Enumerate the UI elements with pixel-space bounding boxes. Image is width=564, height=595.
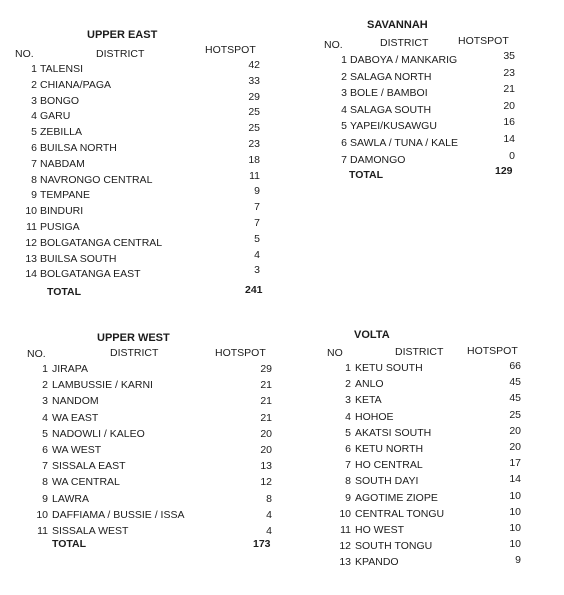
upper-west-row-no: 1 bbox=[42, 363, 48, 375]
savannah-total-value: 129 bbox=[495, 165, 513, 177]
upper-west-row-district: WA WEST bbox=[52, 444, 102, 456]
upper-east-row-no: 4 bbox=[31, 110, 37, 123]
upper-west-row-hotspot: 21 bbox=[260, 379, 272, 392]
upper-east-row-no: 9 bbox=[31, 189, 37, 202]
upper-east-col-no: NO. bbox=[15, 48, 34, 60]
savannah-row-district: DABOYA / MANKARIG bbox=[350, 54, 458, 66]
volta-row-district: HO WEST bbox=[355, 524, 404, 536]
upper-east-row-district: TALENSI bbox=[40, 63, 83, 75]
upper-east-row-hotspot: 29 bbox=[248, 90, 260, 103]
upper-west-row-no: 3 bbox=[42, 395, 48, 408]
volta-col-no: NO bbox=[327, 347, 343, 359]
volta-row-no: 1 bbox=[345, 362, 351, 374]
volta-row-district: KETU NORTH bbox=[355, 443, 424, 455]
volta-row-no: 10 bbox=[339, 507, 351, 520]
savannah-row-district: SAWLA / TUNA / KALE bbox=[350, 137, 458, 149]
upper-west-row-hotspot: 4 bbox=[266, 525, 272, 537]
volta-row-hotspot: 20 bbox=[509, 441, 521, 453]
upper-west-row-district: WA CENTRAL bbox=[52, 476, 120, 489]
upper-east-row-hotspot: 7 bbox=[254, 201, 260, 214]
volta-row-district: AKATSI SOUTH bbox=[355, 426, 432, 439]
savannah-col-district: DISTRICT bbox=[380, 37, 429, 49]
upper-west-row-district: LAWRA bbox=[52, 492, 89, 505]
upper-east-col-hotspot: HOTSPOT bbox=[205, 44, 256, 56]
volta-row-district: HO CENTRAL bbox=[355, 459, 423, 472]
upper-west-row-no: 10 bbox=[36, 508, 48, 521]
upper-east-row-hotspot: 11 bbox=[249, 169, 260, 182]
upper-west-row-no: 9 bbox=[42, 492, 48, 505]
savannah-row-no: 6 bbox=[341, 137, 347, 149]
upper-east-row-no: 14 bbox=[25, 268, 37, 281]
upper-west-row-district: JIRAPA bbox=[52, 363, 88, 375]
volta-col-district: DISTRICT bbox=[395, 346, 444, 358]
volta-col-hotspot: HOTSPOT bbox=[467, 345, 518, 357]
upper-east-row-district: BINDURI bbox=[40, 205, 84, 218]
upper-east-row-hotspot: 4 bbox=[254, 248, 260, 261]
savannah-row-hotspot: 14 bbox=[503, 133, 515, 145]
volta-row-hotspot: 10 bbox=[509, 522, 521, 534]
upper-east-row-no: 11 bbox=[26, 221, 37, 233]
savannah-row-no: 2 bbox=[341, 70, 347, 83]
upper-west-row-hotspot: 20 bbox=[260, 427, 272, 440]
savannah-row-district: DAMONGO bbox=[350, 153, 406, 166]
savannah-row-no: 1 bbox=[341, 54, 347, 66]
savannah-col-no: NO. bbox=[324, 39, 343, 51]
upper-west-row-no: 8 bbox=[42, 476, 48, 489]
volta-row-district: KETA bbox=[355, 394, 382, 407]
volta-row-district: KPANDO bbox=[355, 556, 399, 569]
upper-east-row-hotspot: 33 bbox=[248, 74, 260, 87]
upper-west-row-district: SISSALA EAST bbox=[52, 460, 126, 473]
upper-east-row-no: 7 bbox=[31, 157, 37, 170]
volta-row-hotspot: 20 bbox=[509, 424, 521, 437]
volta-row-no: 13 bbox=[339, 556, 351, 569]
volta-row-hotspot: 66 bbox=[509, 360, 521, 372]
upper-west-row-hotspot: 4 bbox=[266, 508, 272, 521]
upper-west-row-no: 5 bbox=[42, 427, 48, 440]
upper-east-row-district: TEMPANE bbox=[40, 189, 90, 202]
upper-east-row-district: BOLGATANGA EAST bbox=[40, 268, 141, 281]
upper-west-row-hotspot: 29 bbox=[260, 363, 272, 375]
savannah-row-no: 4 bbox=[341, 103, 347, 116]
upper-east-row-hotspot: 23 bbox=[248, 138, 260, 150]
savannah-row-hotspot: 20 bbox=[503, 99, 515, 112]
volta-row-no: 4 bbox=[345, 410, 351, 423]
upper-east-total-label: TOTAL bbox=[47, 286, 82, 298]
upper-east-row-hotspot: 3 bbox=[254, 264, 260, 277]
upper-west-title: UPPER WEST bbox=[97, 332, 170, 344]
upper-east-row-no: 1 bbox=[31, 63, 37, 75]
volta-row-no: 9 bbox=[345, 491, 351, 504]
upper-west-total-label: TOTAL bbox=[52, 538, 87, 550]
upper-east-row-no: 8 bbox=[31, 173, 37, 186]
upper-west-row-hotspot: 21 bbox=[260, 395, 272, 408]
volta-row-no: 7 bbox=[345, 459, 351, 472]
upper-east-row-hotspot: 42 bbox=[248, 59, 260, 71]
upper-east-row-district: ZEBILLA bbox=[40, 126, 83, 139]
volta-row-hotspot: 14 bbox=[509, 473, 521, 486]
savannah-row-district: SALAGA SOUTH bbox=[350, 103, 432, 116]
upper-east-row-hotspot: 18 bbox=[248, 153, 260, 166]
volta-row-hotspot: 10 bbox=[509, 505, 521, 518]
upper-east-row-district: PUSIGA bbox=[40, 221, 80, 233]
volta-row-hotspot: 45 bbox=[509, 376, 521, 389]
volta-row-district: SOUTH TONGU bbox=[355, 540, 433, 553]
upper-east-row-no: 2 bbox=[31, 78, 37, 91]
volta-row-no: 8 bbox=[345, 475, 351, 488]
savannah-row-no: 3 bbox=[341, 87, 347, 100]
upper-west-row-district: WA EAST bbox=[52, 411, 99, 424]
savannah-row-district: YAPEI/KUSAWGU bbox=[350, 120, 437, 133]
upper-east-row-hotspot: 9 bbox=[254, 185, 260, 198]
upper-east-row-district: BUILSA NORTH bbox=[40, 142, 117, 154]
upper-east-row-hotspot: 7 bbox=[254, 217, 260, 229]
upper-west-row-no: 4 bbox=[42, 411, 48, 424]
volta-row-district: ANLO bbox=[355, 378, 384, 391]
upper-west-row-no: 11 bbox=[37, 525, 48, 537]
upper-east-row-no: 6 bbox=[31, 142, 37, 154]
volta-row-no: 11 bbox=[340, 524, 351, 536]
volta-row-hotspot: 25 bbox=[509, 408, 521, 421]
volta-row-hotspot: 45 bbox=[509, 392, 521, 405]
savannah-row-hotspot: 21 bbox=[503, 83, 515, 96]
savannah-row-hotspot: 23 bbox=[503, 66, 515, 79]
upper-east-row-district: CHIANA/PAGA bbox=[40, 78, 111, 91]
upper-east-total-value: 241 bbox=[245, 284, 263, 296]
savannah-title: SAVANNAH bbox=[367, 19, 428, 31]
upper-east-title: UPPER EAST bbox=[87, 29, 158, 41]
volta-row-hotspot: 17 bbox=[509, 457, 521, 470]
upper-east-row-hotspot: 25 bbox=[248, 122, 260, 135]
savannah-row-no: 7 bbox=[341, 153, 347, 166]
volta-title: VOLTA bbox=[354, 329, 390, 341]
upper-east-row-district: BUILSA SOUTH bbox=[40, 252, 117, 265]
upper-east-row-no: 12 bbox=[25, 236, 37, 249]
upper-east-col-district: DISTRICT bbox=[96, 48, 145, 60]
upper-west-row-no: 7 bbox=[42, 460, 48, 473]
upper-west-col-district: DISTRICT bbox=[110, 347, 159, 359]
upper-east-row-district: BONGO bbox=[40, 94, 80, 107]
savannah-row-hotspot: 35 bbox=[503, 50, 515, 62]
upper-west-row-hotspot: 13 bbox=[260, 460, 272, 473]
upper-east-row-district: NAVRONGO CENTRAL bbox=[40, 173, 153, 186]
volta-row-hotspot: 10 bbox=[509, 538, 521, 551]
volta-row-hotspot: 9 bbox=[515, 554, 521, 567]
volta-row-no: 2 bbox=[345, 378, 351, 391]
upper-west-row-no: 2 bbox=[42, 379, 48, 392]
upper-east-row-no: 13 bbox=[25, 252, 37, 265]
upper-west-col-no: NO. bbox=[27, 348, 46, 360]
volta-row-no: 12 bbox=[339, 540, 351, 553]
upper-west-row-hotspot: 20 bbox=[260, 444, 272, 456]
upper-east-row-no: 5 bbox=[31, 126, 37, 139]
upper-west-row-district: LAMBUSSIE / KARNI bbox=[52, 379, 153, 392]
upper-east-row-no: 3 bbox=[31, 94, 37, 107]
upper-east-row-hotspot: 25 bbox=[248, 106, 260, 119]
savannah-row-hotspot: 16 bbox=[503, 116, 515, 129]
volta-row-no: 3 bbox=[345, 394, 351, 407]
upper-west-row-district: NANDOM bbox=[52, 395, 99, 408]
volta-row-district: AGOTIME ZIOPE bbox=[355, 491, 438, 504]
upper-west-row-district: DAFFIAMA / BUSSIE / ISSA bbox=[52, 508, 185, 521]
upper-west-row-district: NADOWLI / KALEO bbox=[52, 427, 145, 440]
volta-row-district: CENTRAL TONGU bbox=[355, 507, 445, 520]
upper-west-col-hotspot: HOTSPOT bbox=[215, 347, 266, 359]
volta-row-hotspot: 10 bbox=[509, 489, 521, 502]
savannah-row-district: SALAGA NORTH bbox=[350, 70, 432, 83]
upper-west-row-district: SISSALA WEST bbox=[52, 525, 129, 537]
volta-row-district: SOUTH DAYI bbox=[355, 475, 419, 488]
upper-east-row-hotspot: 5 bbox=[254, 232, 260, 245]
volta-row-district: HOHOE bbox=[355, 410, 394, 423]
upper-east-row-district: BOLGATANGA CENTRAL bbox=[40, 236, 163, 249]
upper-west-row-hotspot: 8 bbox=[266, 492, 272, 505]
savannah-total-label: TOTAL bbox=[349, 169, 384, 181]
savannah-row-hotspot: 0 bbox=[509, 149, 515, 162]
savannah-col-hotspot: HOTSPOT bbox=[458, 35, 509, 47]
upper-east-row-district: NABDAM bbox=[40, 157, 85, 170]
upper-west-row-hotspot: 12 bbox=[260, 476, 272, 489]
volta-row-district: KETU SOUTH bbox=[355, 362, 423, 374]
upper-west-row-no: 6 bbox=[42, 444, 48, 456]
volta-row-no: 5 bbox=[345, 426, 351, 439]
upper-west-row-hotspot: 21 bbox=[260, 411, 272, 424]
upper-east-row-district: GARU bbox=[40, 110, 71, 123]
savannah-row-district: BOLE / BAMBOI bbox=[350, 87, 428, 100]
upper-east-row-no: 10 bbox=[25, 205, 37, 218]
savannah-row-no: 5 bbox=[341, 120, 347, 133]
volta-row-no: 6 bbox=[345, 443, 351, 455]
upper-west-total-value: 173 bbox=[253, 538, 271, 550]
